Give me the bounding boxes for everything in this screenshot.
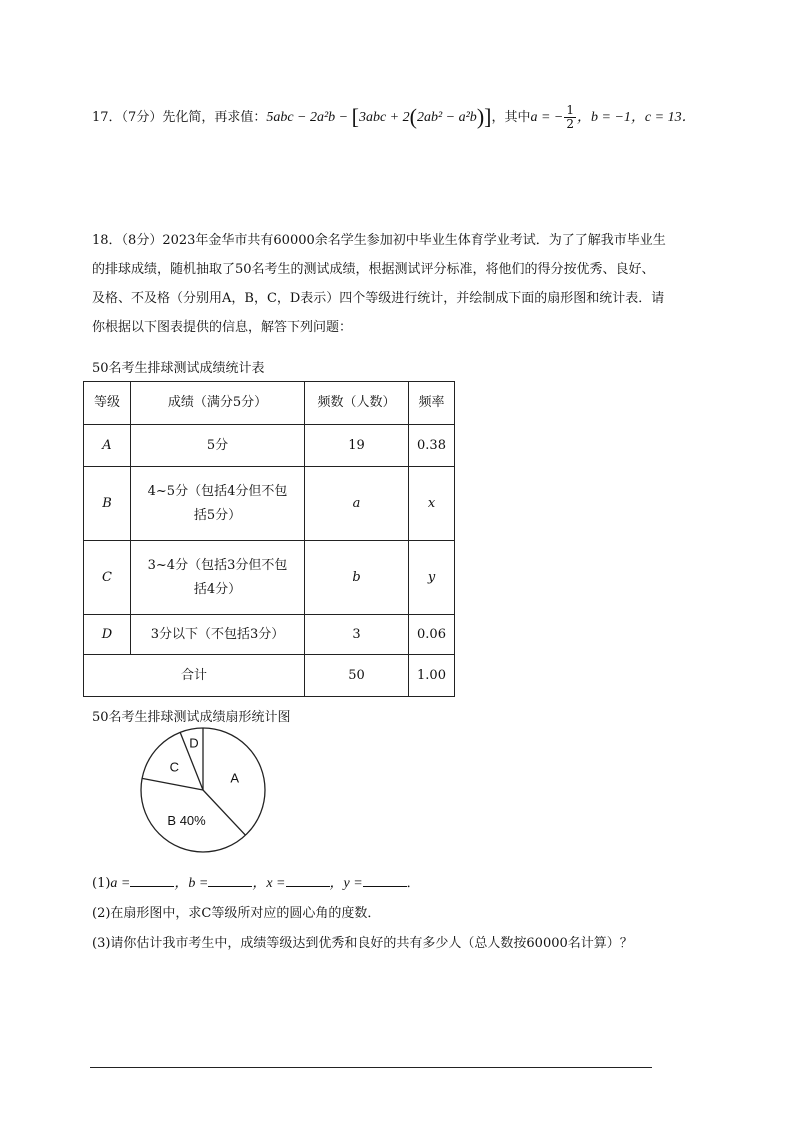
table-row [84,615,455,655]
table-total-row [84,655,455,697]
question-17 [92,104,696,131]
score-text-line-2: 括5分） [193,507,242,523]
q18-line-3: 及格、不及格（分别用A，B，C，D表示）四个等级进行统计，并绘制成下面的扇形图和统计表．请 [92,291,665,306]
cell-score [131,425,305,467]
cell-score [131,615,305,655]
pie-slice-label: A [230,770,240,786]
pie-chart [130,722,280,858]
cell-count: b [305,541,409,615]
right-bracket: ] [484,104,492,129]
q18-line-4: 你根据以下图表提供的信息，解答下列问题： [92,320,353,335]
cell-frequency: x [409,467,455,541]
cell-grade: B [84,467,131,541]
cell-frequency: 0.06 [409,615,455,655]
q17-label: 17．（7分）先化简，再求值： [92,110,267,125]
table-row [84,541,455,615]
q18-line-1: 18．（8分）2023年金华市共有60000余名学生参加初中毕业生体育学业考试．为了了解我市毕业生 [92,233,666,248]
fraction-one-half [564,104,576,131]
cell-score [131,467,305,541]
score-text: 5分 [206,437,229,453]
expr-part-3: 2ab² − a²b [416,110,477,125]
expr-part-2: 3abc + 2 [358,110,410,125]
pie-slice-label: D [189,735,199,751]
header-frequency: 频率 [409,382,455,425]
s1-end: ． [406,876,420,891]
total-label: 合计 [84,655,305,697]
cell-grade: C [84,541,131,615]
s1-x-label: ，x = [252,876,286,891]
score-text-line-1: 4~5分（包括4分但不包 [147,483,288,499]
fraction-denominator: 2 [566,117,575,131]
answer-blank-y[interactable] [363,874,407,887]
header-score: 成绩（满分5分） [131,382,305,425]
b-equals: ，b = −1 [577,110,631,125]
header-count: 频数（人数） [305,382,409,425]
total-frequency: 1.00 [409,655,455,697]
table-caption: 50名考生排球测试成绩统计表 [92,361,265,376]
s1-y-label: ，y = [329,876,363,891]
pie-slice-label: C [169,759,180,775]
fraction-numerator: 1 [566,103,575,117]
sub-question-3: (3)请你估计我市考生中，成绩等级达到优秀和良好的共有多少人（总人数按60000名计算）？ [92,936,633,951]
bottom-divider [90,1067,652,1068]
expr-part-1: 5abc − 2a²b − [266,110,352,125]
cell-score [131,541,305,615]
q17-expression [266,104,492,129]
stats-table [83,381,455,697]
cell-grade: D [84,615,131,655]
cell-frequency: y [409,541,455,615]
cell-count: a [305,467,409,541]
s1-prefix: (1) [92,876,111,891]
table-header-row [84,382,455,425]
cell-frequency: 0.38 [409,425,455,467]
score-text-line-2: 括4分） [193,581,242,597]
header-grade: 等级 [84,382,131,425]
table-row [84,467,455,541]
left-bracket: [ [351,104,359,129]
s1-b-label: ，b = [174,876,209,891]
answer-blank-a[interactable] [130,874,174,887]
cell-count: 3 [305,615,409,655]
score-text-line-1: 3~4分（包括3分但不包 [147,557,288,573]
q18-line-2: 的排球成绩，随机抽取了50名考生的测试成绩，根据测试评分标准，将他们的得分按优秀、良好、 [92,262,655,277]
total-count: 50 [305,655,409,697]
a-equals: a = − [530,110,564,125]
q17-condition-prefix: ，其中 [491,110,531,125]
answer-blank-b[interactable] [208,874,252,887]
cell-count: 19 [305,425,409,467]
question-18-text [92,226,692,342]
pie-slice-label: B 40% [167,812,206,828]
sub-question-2: (2)在扇形图中，求C等级所对应的圆心角的度数． [92,906,381,921]
pie-chart-title: 50名考生排球测试成绩扇形统计图 [92,710,291,725]
sub-question-1 [92,872,420,892]
table-row [84,425,455,467]
s1-a-label: a = [110,876,131,891]
score-text: 3分以下（不包括3分） [150,626,285,642]
left-paren: ( [409,104,417,129]
c-equals: ，c = 13． [630,110,696,125]
cell-grade: A [84,425,131,467]
right-paren: ) [476,104,485,129]
answer-blank-x[interactable] [286,874,330,887]
